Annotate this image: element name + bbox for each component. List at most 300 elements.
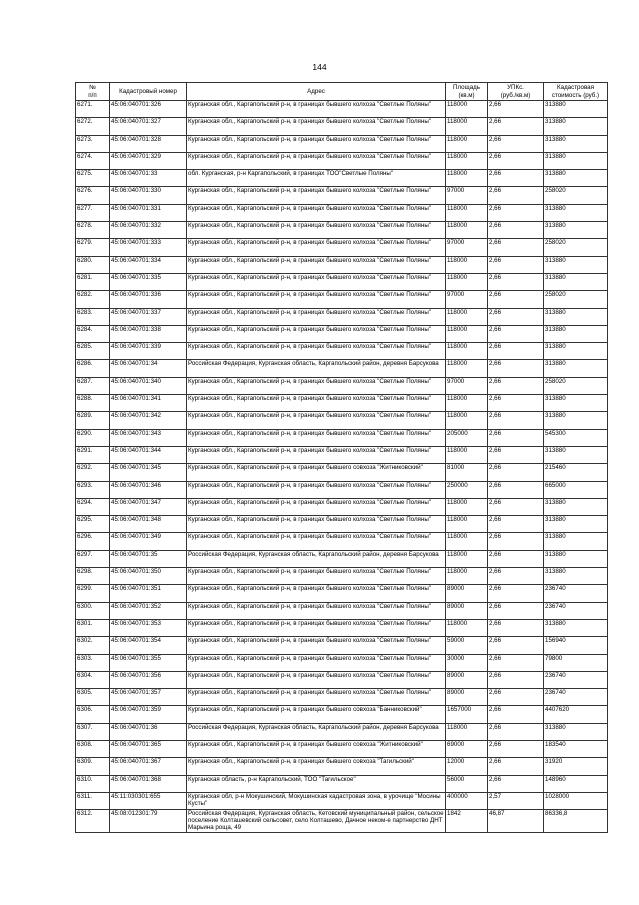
cell-address: Российская Федерация, Курганская область, Кетовский муниципальный район, сельское поселение Колташевский сельсовет, село Колташево, Дачное неком-е партнерство ДНТ Марьина роща, 49 (188, 810, 444, 832)
cell-cadastral-value: 236740 (544, 689, 608, 706)
table-row (76, 273, 608, 290)
table-row (76, 395, 608, 412)
cell-area: 97000 (446, 291, 488, 308)
cell-cadastral-value: 313880 (544, 533, 608, 550)
cell-cadastral-value: 258020 (544, 239, 608, 256)
header-area: Площадь (кв.м) (446, 83, 488, 101)
header-number: № п/п (76, 83, 110, 101)
cell-address: Курганская обл., Каргапольский р-н, в границах бывшего колхоза "Светлые Поляны" (187, 429, 446, 446)
cell-upks: 46,87 (488, 810, 544, 833)
cell-area: 118000 (446, 568, 488, 585)
cell-cadastral-number: 45:06:040701:368 (110, 775, 187, 792)
cell-number: 6291. (76, 446, 110, 463)
cell-area: 118000 (446, 516, 488, 533)
cell-cadastral-number: 45:08:012301:79 (110, 810, 187, 833)
cell-cadastral-value: 156940 (544, 637, 608, 654)
cell-cadastral-number: 45:06:040701:344 (110, 446, 187, 463)
cell-address: Курганская обл., Каргапольский р-н, в границах бывшего колхоза "Светлые Поляны" (187, 602, 446, 619)
cell-address: Курганская обл., Каргапольский р-н, в границах бывшего колхоза "Светлые Поляны" (187, 325, 446, 342)
table-row (76, 498, 608, 515)
table-row (76, 187, 608, 204)
cell-upks: 2,66 (488, 654, 544, 671)
cell-area: 118000 (446, 325, 488, 342)
cell-upks: 2,66 (488, 775, 544, 792)
cell-area: 30000 (446, 654, 488, 671)
cell-area: 118000 (446, 446, 488, 463)
cell-cadastral-number: 45:06:040701:353 (110, 619, 187, 636)
cell-cadastral-value: 313880 (544, 360, 608, 377)
cell-number: 6309. (76, 758, 110, 775)
table-row (76, 360, 608, 377)
cell-cadastral-value: 313880 (544, 395, 608, 412)
cell-upks: 2,57 (488, 792, 544, 809)
cell-number: 6293. (76, 481, 110, 498)
cell-cadastral-number: 45:06:040701:352 (110, 602, 187, 619)
cell-address: Курганская обл., Каргапольский р-н, в границах бывшего колхоза "Светлые Поляны" (187, 135, 446, 152)
cell-cadastral-value: 313880 (544, 412, 608, 429)
cell-area: 97000 (446, 377, 488, 394)
cell-number: 6301. (76, 619, 110, 636)
cell-cadastral-value: 236740 (544, 602, 608, 619)
cell-area: 118000 (446, 152, 488, 169)
cell-cadastral-value: 236740 (544, 585, 608, 602)
cell-cadastral-number: 45:06:040701:343 (110, 429, 187, 446)
cell-area: 400000 (446, 792, 488, 809)
table-row (76, 308, 608, 325)
table-row (76, 377, 608, 394)
cell-address: Курганская обл, р-н Мокушинский, Мокушинская кадастровая зона, в урочище "Мосины Кусты" (187, 792, 446, 809)
cell-address: Курганская обл., Каргапольский р-н, в границах бывшего колхоза "Светлые Поляны" (187, 291, 446, 308)
header-row (76, 83, 608, 101)
cell-area: 118000 (446, 273, 488, 290)
cell-cadastral-number: 45:06:040701:346 (110, 481, 187, 498)
cell-area: 118000 (446, 498, 488, 515)
cell-cadastral-value: 313880 (544, 446, 608, 463)
cell-address: Курганская обл., Каргапольский р-н, в границах бывшего колхоза "Светлые Поляны" (187, 308, 446, 325)
cell-address: Курганская обл., Каргапольский р-н, в границах бывшего колхоза "Светлые Поляны" (187, 446, 446, 463)
cell-number: 6276. (76, 187, 110, 204)
cell-number: 6300. (76, 602, 110, 619)
cell-cadastral-value: 215460 (544, 464, 608, 481)
cell-cadastral-value: 86336,8 (544, 810, 608, 833)
table-row (76, 152, 608, 169)
cell-number: 6278. (76, 222, 110, 239)
cell-cadastral-number: 45:06:040701:336 (110, 291, 187, 308)
cell-cadastral-value: 4407620 (544, 706, 608, 723)
table-row (76, 291, 608, 308)
table-row (76, 671, 608, 688)
cell-cadastral-value: 313880 (544, 135, 608, 152)
cell-number: 6295. (76, 516, 110, 533)
cell-upks: 2,66 (488, 689, 544, 706)
cell-area: 118000 (446, 619, 488, 636)
cell-cadastral-value: 313880 (544, 568, 608, 585)
cell-address: Курганская обл., Каргапольский р-н, в границах бывшего колхоза "Светлые Поляны" (187, 481, 446, 498)
cell-number: 6308. (76, 740, 110, 757)
cell-number: 6274. (76, 152, 110, 169)
cell-cadastral-number: 45:06:040701:328 (110, 135, 187, 152)
table-row (76, 118, 608, 135)
cell-cadastral-number: 45:06:040701:351 (110, 585, 187, 602)
cell-cadastral-number: 45:06:040701:348 (110, 516, 187, 533)
cell-number: 6271. (76, 101, 110, 118)
cell-address: Курганская обл., Каргапольский р-н, в границах бывшего совхоза "Житниковский" (187, 464, 446, 481)
table-row (76, 256, 608, 273)
cell-area: 118000 (446, 360, 488, 377)
cell-upks: 2,66 (488, 204, 544, 221)
cell-upks: 2,66 (488, 498, 544, 515)
cell-upks: 2,66 (488, 550, 544, 567)
cell-upks: 2,66 (488, 273, 544, 290)
cell-number: 6282. (76, 291, 110, 308)
table-row (76, 135, 608, 152)
cell-upks: 2,66 (488, 602, 544, 619)
table-row (76, 775, 608, 792)
cell-area: 1657000 (446, 706, 488, 723)
cell-cadastral-value: 313880 (544, 308, 608, 325)
cell-address: Курганская обл., Каргапольский р-н, в границах бывшего колхоза "Светлые Поляны" (187, 412, 446, 429)
cell-area: 89000 (446, 585, 488, 602)
cell-cadastral-number: 45:06:040701:338 (110, 325, 187, 342)
cell-cadastral-value: 313880 (544, 498, 608, 515)
cell-number: 6294. (76, 498, 110, 515)
cell-upks: 2,66 (488, 723, 544, 740)
cell-number: 6289. (76, 412, 110, 429)
cell-upks: 2,66 (488, 395, 544, 412)
cell-cadastral-number: 45:06:040701:356 (110, 671, 187, 688)
cell-upks: 2,66 (488, 325, 544, 342)
table-row (76, 101, 608, 118)
cell-address: Курганская обл., Каргапольский р-н, в границах бывшего колхоза "Светлые Поляны" (187, 689, 446, 706)
cell-address: Курганская обл., Каргапольский р-н, в границах бывшего совхоза "Банниковский" (187, 706, 446, 723)
table-row (76, 706, 608, 723)
cell-address: Курганская обл., Каргапольский р-н, в границах бывшего колхоза "Светлые Поляны" (187, 204, 446, 221)
cell-area: 69000 (446, 740, 488, 757)
cell-cadastral-value: 313880 (544, 204, 608, 221)
cell-upks: 2,66 (488, 637, 544, 654)
cell-cadastral-value: 313880 (544, 550, 608, 567)
cell-area: 56000 (446, 775, 488, 792)
cell-cadastral-number: 45:06:040701:36 (110, 723, 187, 740)
cell-upks: 2,66 (488, 446, 544, 463)
cell-address: Курганская обл., Каргапольский р-н, в границах бывшего колхоза "Светлые Поляны" (187, 222, 446, 239)
cell-number: 6283. (76, 308, 110, 325)
cell-number: 6272. (76, 118, 110, 135)
cell-upks: 2,66 (488, 585, 544, 602)
cell-cadastral-number: 45:06:040701:342 (110, 412, 187, 429)
cell-area: 118000 (446, 412, 488, 429)
cell-address: Курганская обл., Каргапольский р-н, в границах бывшего колхоза "Светлые Поляны" (187, 152, 446, 169)
cell-address: Курганская обл., Каргапольский р-н, в границах бывшего колхоза "Светлые Поляны" (187, 498, 446, 515)
cell-address: Курганская обл., Каргапольский р-н, в границах бывшего колхоза "Светлые Поляны" (187, 187, 446, 204)
cell-upks: 2,66 (488, 135, 544, 152)
cell-upks: 2,66 (488, 377, 544, 394)
table-row (76, 170, 608, 187)
cell-cadastral-number: 45:06:040701:337 (110, 308, 187, 325)
cell-area: 89000 (446, 671, 488, 688)
cell-address: Курганская обл., Каргапольский р-н, в границах бывшего совхоза "Житниковский" (187, 740, 446, 757)
header-cadastral-number: Кадастровый номер (110, 83, 187, 101)
cell-number: 6280. (76, 256, 110, 273)
cell-area: 1842 (446, 810, 488, 833)
cell-address: Курганская обл., Каргапольский р-н, в границах бывшего колхоза "Светлые Поляны" (187, 101, 446, 118)
cell-upks: 2,66 (488, 256, 544, 273)
cell-address: Курганская обл., Каргапольский р-н, в границах бывшего колхоза "Светлые Поляны" (187, 533, 446, 550)
table-row (76, 637, 608, 654)
cell-cadastral-number: 45:06:040701:34 (110, 360, 187, 377)
cell-cadastral-value: 665000 (544, 481, 608, 498)
table-row (76, 602, 608, 619)
cell-cadastral-value: 545300 (544, 429, 608, 446)
cell-upks: 2,66 (488, 568, 544, 585)
cell-area: 118000 (446, 343, 488, 360)
table-row (76, 343, 608, 360)
cell-cadastral-value: 313880 (544, 222, 608, 239)
cell-area: 97000 (446, 239, 488, 256)
header-address: Адрес (187, 83, 446, 101)
cell-cadastral-number: 45:06:040701:332 (110, 222, 187, 239)
cell-cadastral-number: 45:06:040701:357 (110, 689, 187, 706)
cell-area: 81000 (446, 464, 488, 481)
cell-upks: 2,66 (488, 101, 544, 118)
cell-area: 118000 (446, 222, 488, 239)
cell-number: 6305. (76, 689, 110, 706)
cell-upks: 2,66 (488, 118, 544, 135)
cell-upks: 2,66 (488, 222, 544, 239)
cell-cadastral-value: 258020 (544, 187, 608, 204)
table-row (76, 533, 608, 550)
cell-upks: 2,66 (488, 360, 544, 377)
cell-address: Курганская обл., Каргапольский р-н, в границах бывшего совхоза "Тагильский" (187, 758, 446, 775)
cell-number: 6273. (76, 135, 110, 152)
cell-address: Курганская обл., Каргапольский р-н, в границах бывшего колхоза "Светлые Поляны" (187, 637, 446, 654)
cell-cadastral-value: 313880 (544, 101, 608, 118)
table-row (76, 239, 608, 256)
cell-upks: 2,66 (488, 481, 544, 498)
cell-number: 6279. (76, 239, 110, 256)
cell-cadastral-value: 313880 (544, 325, 608, 342)
cell-address: Курганская обл., Каргапольский р-н, в границах бывшего колхоза "Светлые Поляны" (187, 273, 446, 290)
cell-address: Российская Федерация, Курганская область, Каргапольский район, деревня Барсукова (187, 360, 446, 377)
cell-address: Курганская обл., Каргапольский р-н, в границах бывшего колхоза "Светлые Поляны" (187, 585, 446, 602)
cell-cadastral-number: 45:06:040701:35 (110, 550, 187, 567)
table-row (76, 689, 608, 706)
table-row (76, 654, 608, 671)
cell-upks: 2,66 (488, 533, 544, 550)
cell-cadastral-number: 45:06:040701:355 (110, 654, 187, 671)
cell-area: 118000 (446, 118, 488, 135)
cell-cadastral-value: 183540 (544, 740, 608, 757)
cell-address: Курганская обл., Каргапольский р-н, в границах бывшего колхоза "Светлые Поляны" (187, 568, 446, 585)
cell-area: 205000 (446, 429, 488, 446)
table-row (76, 810, 608, 833)
cell-cadastral-value: 258020 (544, 291, 608, 308)
table-row (76, 619, 608, 636)
cell-upks: 2,66 (488, 464, 544, 481)
cell-area: 118000 (446, 723, 488, 740)
cell-upks: 2,66 (488, 619, 544, 636)
cell-upks: 2,66 (488, 706, 544, 723)
table-row (76, 550, 608, 567)
table-row (76, 325, 608, 342)
cell-address: Курганская обл., Каргапольский р-н, в границах бывшего колхоза "Светлые Поляны" (187, 377, 446, 394)
cell-area: 118000 (446, 550, 488, 567)
cell-cadastral-value: 313880 (544, 118, 608, 135)
cell-cadastral-number: 45:06:040701:340 (110, 377, 187, 394)
cell-number: 6297. (76, 550, 110, 567)
cell-cadastral-number: 45:11:030301:655 (110, 792, 187, 809)
cell-address: Курганская обл., Каргапольский р-н, в границах бывшего колхоза "Светлые Поляны" (187, 239, 446, 256)
cell-cadastral-number: 45:06:040701:349 (110, 533, 187, 550)
cell-number: 6284. (76, 325, 110, 342)
cell-number: 6310. (76, 775, 110, 792)
cell-address: Курганская область, р-н Каргапольский, ТОО "Тагильское" (187, 775, 446, 792)
cell-address: Курганская обл., Каргапольский р-н, в границах бывшего колхоза "Светлые Поляны" (187, 256, 446, 273)
cell-number: 6296. (76, 533, 110, 550)
cell-area: 118000 (446, 395, 488, 412)
cell-upks: 2,66 (488, 516, 544, 533)
cell-number: 6285. (76, 343, 110, 360)
cell-area: 118000 (446, 533, 488, 550)
cell-cadastral-value: 313880 (544, 170, 608, 187)
page-number: 144 (312, 62, 327, 72)
cell-cadastral-number: 45:06:040701:334 (110, 256, 187, 273)
cell-upks: 2,66 (488, 412, 544, 429)
cell-number: 6304. (76, 671, 110, 688)
cell-number: 6312. (76, 810, 110, 833)
cell-cadastral-number: 45:06:040701:345 (110, 464, 187, 481)
cell-cadastral-value: 31920 (544, 758, 608, 775)
cell-number: 6307. (76, 723, 110, 740)
cell-cadastral-number: 45:06:040701:359 (110, 706, 187, 723)
cell-cadastral-value: 313880 (544, 273, 608, 290)
cell-cadastral-number: 45:06:040701:339 (110, 343, 187, 360)
cell-address: Курганская обл., Каргапольский р-н, в границах бывшего колхоза "Светлые Поляны" (187, 619, 446, 636)
cell-upks: 2,66 (488, 308, 544, 325)
table-row (76, 222, 608, 239)
cell-number: 6287. (76, 377, 110, 394)
table-row (76, 568, 608, 585)
cell-cadastral-number: 45:06:040701:327 (110, 118, 187, 135)
cell-area: 250000 (446, 481, 488, 498)
cell-address: Курганская обл., Каргапольский р-н, в границах бывшего колхоза "Светлые Поляны" (187, 516, 446, 533)
cell-cadastral-value: 148960 (544, 775, 608, 792)
cell-cadastral-value: 79800 (544, 654, 608, 671)
cell-cadastral-number: 45:06:040701:354 (110, 637, 187, 654)
cell-number: 6303. (76, 654, 110, 671)
cell-cadastral-number: 45:06:040701:329 (110, 152, 187, 169)
cadastral-table (75, 82, 608, 833)
cell-address: Российская Федерация, Курганская область, Каргапольский район, деревня Барсукова (187, 550, 446, 567)
table-body (76, 101, 608, 833)
cell-cadastral-number: 45:06:040701:33 (110, 170, 187, 187)
cell-cadastral-number: 45:06:040701:350 (110, 568, 187, 585)
cell-cadastral-value: 236740 (544, 671, 608, 688)
header-cadastral-value: Кадастровая стоимость (руб.) (544, 83, 608, 101)
cell-upks: 2,66 (488, 740, 544, 757)
cell-number: 6286. (76, 360, 110, 377)
cell-cadastral-value: 1028000 (544, 792, 608, 809)
cell-upks: 2,66 (488, 343, 544, 360)
cell-number: 6275. (76, 170, 110, 187)
table-row (76, 481, 608, 498)
cell-upks: 2,66 (488, 429, 544, 446)
cell-area: 89000 (446, 602, 488, 619)
cell-cadastral-value: 313880 (544, 256, 608, 273)
cell-cadastral-number: 45:06:040701:331 (110, 204, 187, 221)
cell-cadastral-value: 258020 (544, 377, 608, 394)
cell-cadastral-number: 45:06:040701:330 (110, 187, 187, 204)
cell-number: 6288. (76, 395, 110, 412)
cell-area: 118000 (446, 170, 488, 187)
cell-cadastral-number: 45:06:040701:333 (110, 239, 187, 256)
cell-cadastral-number: 45:06:040701:341 (110, 395, 187, 412)
cell-area: 12000 (446, 758, 488, 775)
cell-number: 6306. (76, 706, 110, 723)
cell-upks: 2,66 (488, 170, 544, 187)
cell-address: Курганская обл., Каргапольский р-н, в границах бывшего колхоза "Светлые Поляны" (187, 671, 446, 688)
cell-upks: 2,66 (488, 152, 544, 169)
table-row (76, 516, 608, 533)
table-row (76, 585, 608, 602)
cell-area: 118000 (446, 135, 488, 152)
cell-address: Курганская обл., Каргапольский р-н, в границах бывшего колхоза "Светлые Поляны" (187, 395, 446, 412)
cell-area: 97000 (446, 187, 488, 204)
cell-area: 118000 (446, 308, 488, 325)
cell-upks: 2,66 (488, 671, 544, 688)
cell-cadastral-number: 45:06:040701:326 (110, 101, 187, 118)
cell-number: 6311. (76, 792, 110, 809)
cell-cadastral-value: 313880 (544, 152, 608, 169)
cell-address: Российская Федерация, Курганская область, Каргапольский район, деревня Барсукова (187, 723, 446, 740)
cell-area: 89000 (446, 689, 488, 706)
cell-area: 118000 (446, 256, 488, 273)
cell-number: 6292. (76, 464, 110, 481)
header-upks: УПКс. (руб./кв.м) (488, 83, 544, 101)
cell-cadastral-number: 45:06:040701:347 (110, 498, 187, 515)
cell-cadastral-number: 45:06:040701:367 (110, 758, 187, 775)
cell-cadastral-number: 45:06:040701:365 (110, 740, 187, 757)
cell-address: Курганская обл., Каргапольский р-н, в границах бывшего колхоза "Светлые Поляны" (187, 118, 446, 135)
table-row (76, 792, 608, 809)
cell-address: обл. Курганская, р-н Каргапольский, в границах ТОО"Светлые Поляны" (187, 170, 446, 187)
cell-number: 6302. (76, 637, 110, 654)
cell-cadastral-number: 45:06:040701:335 (110, 273, 187, 290)
table-row (76, 412, 608, 429)
cell-area: 118000 (446, 204, 488, 221)
cell-address: Курганская обл., Каргапольский р-н, в границах бывшего колхоза "Светлые Поляны" (187, 343, 446, 360)
cell-area: 59000 (446, 637, 488, 654)
cell-cadastral-value: 313880 (544, 619, 608, 636)
cell-cadastral-value: 313880 (544, 343, 608, 360)
table-row (76, 723, 608, 740)
cell-address: Курганская обл., Каргапольский р-н, в границах бывшего колхоза "Светлые Поляны" (187, 654, 446, 671)
cell-number: 6298. (76, 568, 110, 585)
table-row (76, 446, 608, 463)
table-row (76, 429, 608, 446)
table-row (76, 740, 608, 757)
cell-number: 6277. (76, 204, 110, 221)
cell-cadastral-value: 313880 (544, 723, 608, 740)
cell-cadastral-value: 313880 (544, 516, 608, 533)
cell-number: 6281. (76, 273, 110, 290)
cell-upks: 2,66 (488, 758, 544, 775)
table-row (76, 204, 608, 221)
cell-number: 6299. (76, 585, 110, 602)
cell-number: 6290. (76, 429, 110, 446)
cell-area: 118000 (446, 101, 488, 118)
table-row (76, 464, 608, 481)
